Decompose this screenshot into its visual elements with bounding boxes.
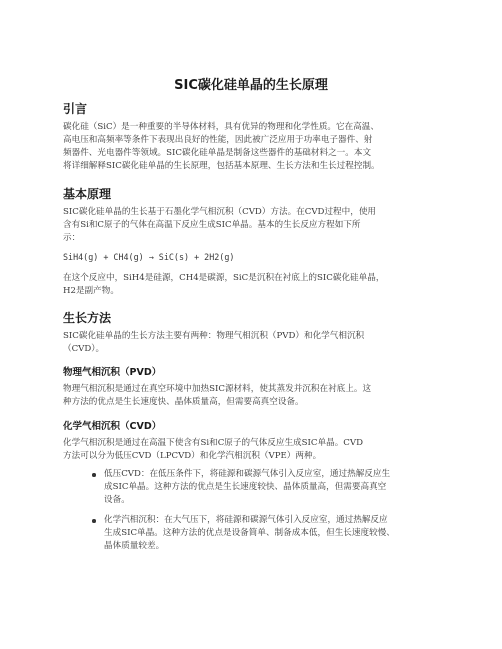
text-line: （CVD）。 (63, 344, 105, 354)
text-line: 物理气相沉积是通过在真空环境中加热SIC源材料，使其蒸发并沉积在衬底上。这 (63, 384, 372, 394)
text-line: 晶体质量较差。 (104, 541, 165, 551)
heading-methods: 生长方法 (63, 311, 112, 325)
text-line: 设备。 (104, 495, 130, 505)
bullet-dot (92, 468, 98, 481)
text-line: 碳化硅（SiC）是一种重要的半导体材料，具有优异的物理和化学性质。它在高温、 (63, 122, 379, 132)
text-line: 含有Si和C原子的气体在高温下反应生成SIC单晶。基本的生长反应方程如下所 (63, 220, 361, 230)
text-line: 将详细解释SIC碳化硅单晶的生长原理，包括基本原理、生长方法和生长过程控制。 (63, 161, 380, 171)
text-line: 频器件、光电器件等领域。SIC碳化硅单晶是制备这些器件的基础材料之一。本文 (63, 148, 372, 158)
text-line: 化学气相沉积是通过在高温下使含有Si和C原子的气体反应生成SIC单晶。CVD (63, 438, 363, 448)
heading-cvd: 化学气相沉积（CVD） (63, 421, 162, 432)
text-line: 示： (63, 233, 81, 243)
bullet-dot (92, 514, 98, 527)
text-line: 生成SIC单晶。这种方法的优点是设备简单、制备成本低，但生长速度较慢、 (104, 528, 395, 538)
paragraph-principle-explain (63, 272, 441, 298)
text-line: 化学汽相沉积：在大气压下，将硅源和碳源气体引入反应室，通过热解反应 (104, 515, 388, 525)
text-line: 低压CVD：在低压条件下，将硅源和碳源气体引入反应室，通过热解反应生 (104, 469, 391, 479)
reaction-equation: SiH4(g) + CH4(g) → SiC(s) + 2H2(g) (63, 252, 235, 262)
heading-pvd: 物理气相沉积（PVD） (63, 367, 162, 378)
text-line: H2是副产物。 (63, 286, 119, 296)
document-title: SIC碳化硅单晶的生长原理 (174, 78, 328, 93)
paragraph-pvd (63, 383, 441, 409)
text-line: 高电压和高频率等条件下表现出良好的性能，因此被广泛应用于功率电子器件、射 (63, 135, 373, 145)
text-line: 方法可以分为低压CVD（LPCVD）和化学汽相沉积（VPE）两种。 (63, 451, 322, 461)
heading-principle: 基本原理 (63, 187, 112, 201)
text-line: 成SIC单晶。这种方法的优点是生长速度较快、晶体质量高，但需要高真空 (104, 482, 387, 492)
paragraph-methods (63, 330, 441, 356)
list-item-vpe (104, 514, 444, 553)
text-line: SIC碳化硅单晶的生长基于石墨化学气相沉积（CVD）方法。在CVD过程中，使用 (63, 207, 377, 217)
list-item-lpcvd (104, 468, 444, 507)
text-line: SIC碳化硅单晶的生长方法主要有两种：物理气相沉积（PVD）和化学气相沉积 (63, 331, 365, 341)
text-line: 在这个反应中，SiH4是硅源，CH4是碳源，SiC是沉积在衬底上的SIC碳化硅单晶， (63, 273, 385, 283)
heading-intro: 引言 (63, 102, 88, 116)
paragraph-intro (63, 121, 441, 173)
text-line: 种方法的优点是生长速度快、晶体质量高，但需要高真空设备。 (63, 397, 304, 407)
paragraph-principle (63, 206, 441, 245)
paragraph-cvd (63, 437, 441, 463)
